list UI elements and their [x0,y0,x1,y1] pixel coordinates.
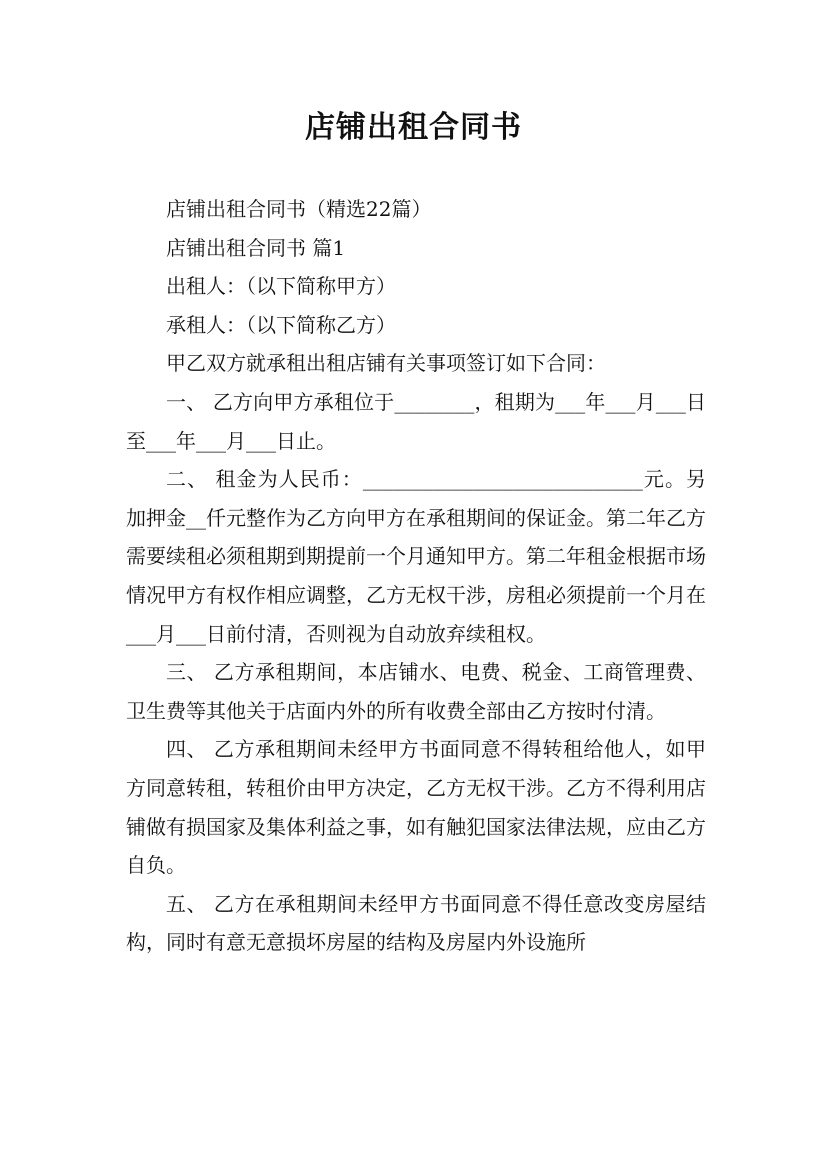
paragraph-clause-5: 五、 乙方在承租期间未经甲方书面同意不得任意改变房屋结构，同时有意无意损坏房屋的结构及房屋内外设施所 [126,891,706,955]
paragraph-intro: 甲乙双方就承租出租店铺有关事项签订如下合同： [166,351,606,376]
paragraph-lessor: 出租人：（以下简称甲方） [166,274,396,299]
paragraph-subtitle: 店铺出租合同书（精选22篇） [166,197,432,221]
document-body [126,190,706,962]
paragraph-section-heading: 店铺出租合同书 篇1 [166,235,346,260]
paragraph-lessee: 承租人：（以下简称乙方） [166,312,396,337]
paragraph-clause-1: 一、 乙方向甲方承租位于________，租期为___年___月___日至___年___月___日止。 [126,389,706,453]
paragraph-clause-2: 二、 租金为人民币：____________________________元。另加押金__仟元整作为乙方向甲方在承租期间的保证金。第二年乙方需要续租必须租期到期提前一个月通知甲方。第二年租金根据市场情况甲方有权作相应调整，乙方无权干涉，房租必须提前一个月在___月___日前付清，否则视为自动放弃续租权。 [126,467,706,646]
paragraph-clause-4: 四、 乙方承租期间未经甲方书面同意不得转租给他人，如甲方同意转租，转租价由甲方决定，乙方无权干涉。乙方不得利用店铺做有损国家及集体利益之事，如有触犯国家法律法规，应由乙方自负。 [126,737,706,878]
paragraph-clause-3: 三、 乙方承租期间，本店铺水、电费、税金、工商管理费、卫生费等其他关于店面内外的所有收费全部由乙方按时付清。 [126,660,706,723]
document-title: 店铺出租合同书 [305,110,522,145]
